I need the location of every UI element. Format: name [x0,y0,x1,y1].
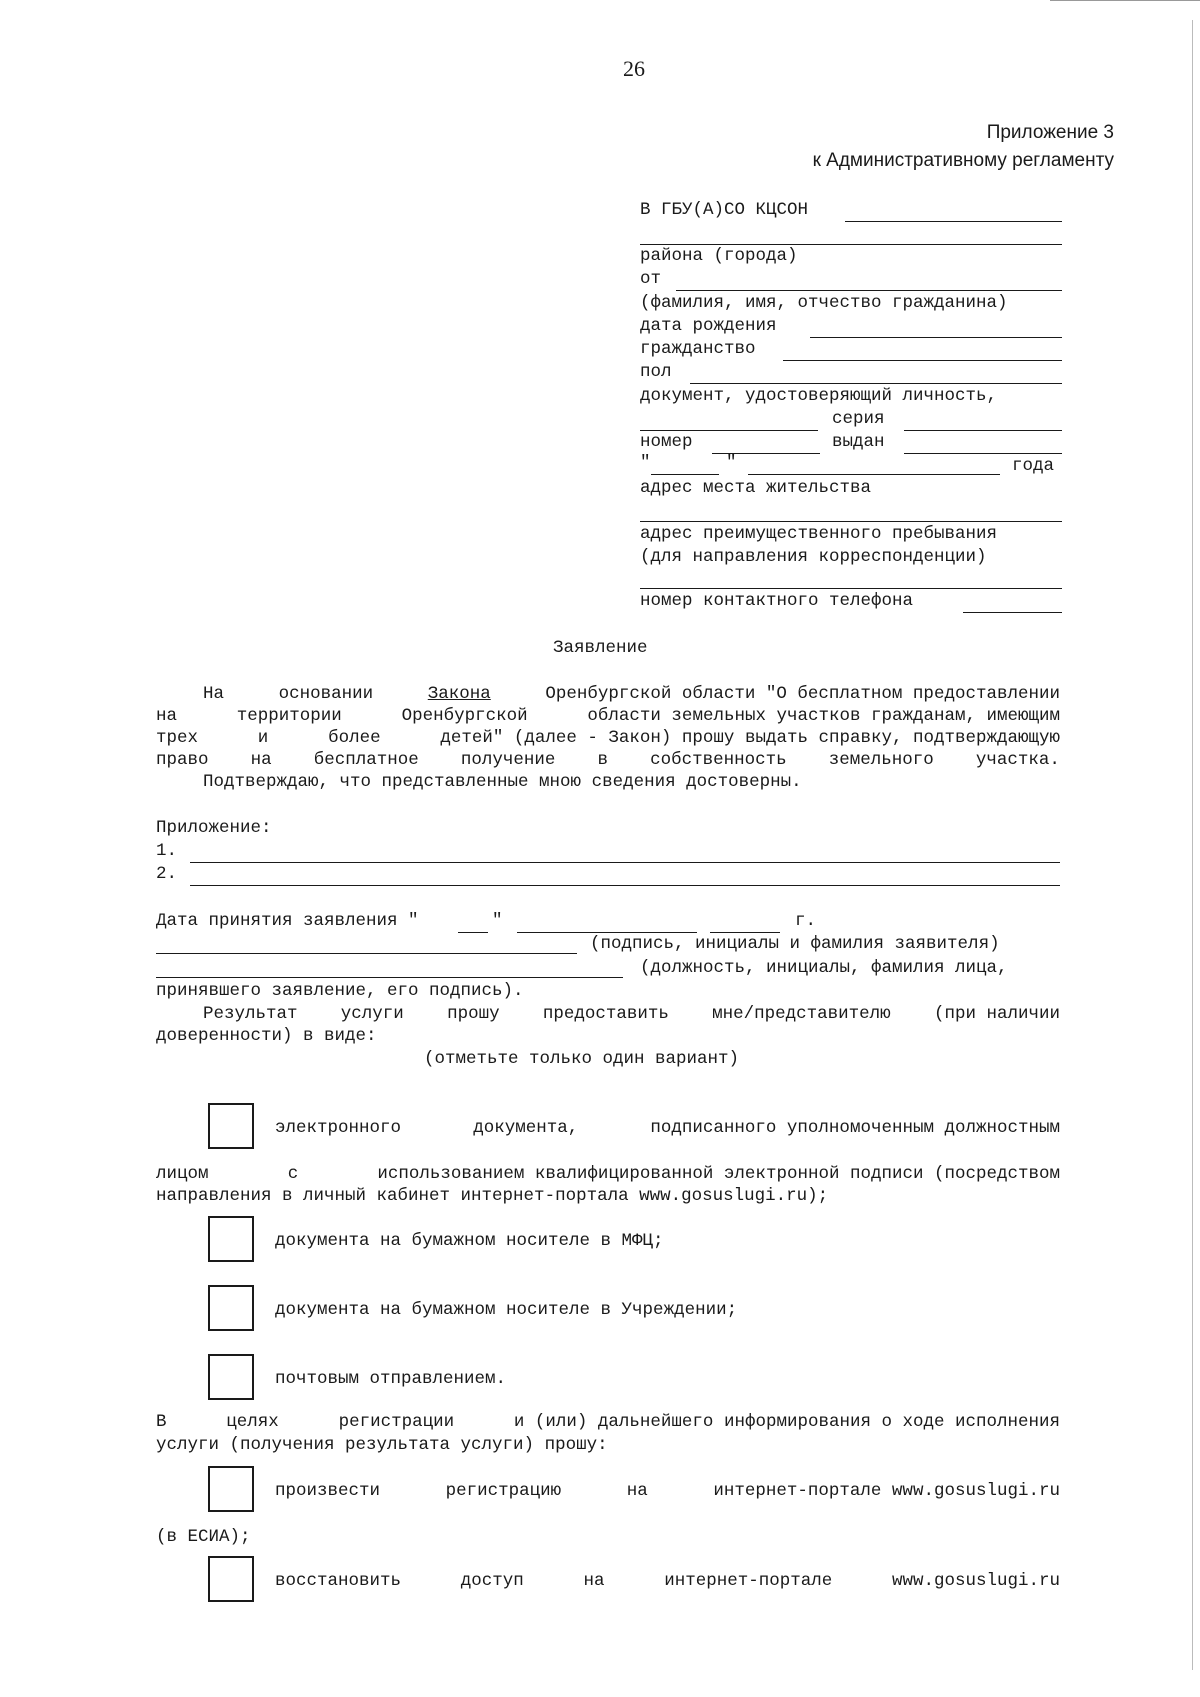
attachment-1-number: 1. [156,841,178,861]
applicant-name-line[interactable] [676,290,1062,291]
page-number: 26 [623,56,645,81]
birth-date-label: дата рождения [640,316,777,336]
citizenship-label: гражданство [640,339,756,359]
recipient-label: В ГБУ(А)СО КЦСОН [640,200,809,220]
stay-address-label: адрес преимущественного пребывания [640,524,998,544]
result-word: (при наличии [933,1004,1060,1024]
registration-word: восстановить [275,1571,402,1591]
issued-label: выдан [832,432,885,452]
applicant-signature-line[interactable] [156,953,577,954]
statement-word: участка. [975,750,1060,770]
registration-word: на [583,1571,605,1591]
statement-word: трех [156,728,199,748]
issue-day-line[interactable] [651,474,719,475]
statement-word: земельного [828,750,934,770]
registration-word: регистрации [338,1412,455,1432]
birth-date-line[interactable] [810,337,1062,338]
from-label: от [640,269,662,289]
series-line[interactable] [904,430,1062,431]
option-mfc-checkbox[interactable] [208,1216,254,1262]
option-register-label [275,1480,1060,1502]
issued-line[interactable] [904,453,1062,454]
issue-month-line[interactable] [748,474,1000,475]
statement-word: и [257,728,269,748]
issue-date-quote-open: " [640,453,651,473]
fio-caption: (фамилия, имя, отчество гражданина) [640,293,1008,313]
statement-line-3 [156,727,1060,749]
statement-line-4 [156,749,1060,771]
attachment-2-line[interactable] [190,885,1060,886]
registration-word: доступ [460,1571,524,1591]
id-document-label: документ, удостоверяющий личность, [640,386,998,406]
registration-word: www.gosuslugi.ru [891,1571,1060,1591]
option-institution-checkbox[interactable] [208,1285,254,1331]
acceptance-date-quote: " [492,911,503,931]
option-word: электронного [275,1118,402,1138]
option-word: подписанного уполномоченным должностным [650,1118,1060,1138]
sex-label: пол [640,362,672,382]
acceptance-day-line[interactable] [458,932,488,933]
statement-word: получение [460,750,556,770]
official-signature-caption-2: принявшего заявление, его подпись). [156,981,524,1001]
attachment-1-line[interactable] [190,862,1060,863]
statement-word: бесплатное [313,750,419,770]
result-word: предоставить [542,1004,669,1024]
option-institution-label: документа на бумажном носителе в Учреждении; [275,1300,738,1320]
statement-line-2 [156,705,1060,727]
registration-word: на [626,1481,648,1501]
statement-word: Оренбургской [401,706,528,726]
registration-request-line-2: услуги (получения результата услуги) прошу: [156,1435,608,1455]
recipient-line[interactable] [845,221,1062,222]
appendix-reference: к Административному регламенту [812,150,1114,171]
option-electronic-label-cont-2: направления в личный кабинет интернет-портала www.gosuslugi.ru); [156,1186,829,1206]
attachment-2-number: 2. [156,864,178,884]
result-word: Результат [203,1004,298,1024]
appendix-number: Приложение 3 [986,122,1114,143]
correspondence-caption: (для направления корреспонденции) [640,547,987,567]
statement-word: на [250,750,272,770]
statement-line-1 [156,683,1060,705]
registration-word: В [156,1412,167,1432]
option-word: использованием квалифицированной электронной подписи (посредством [377,1164,1060,1184]
option-electronic-label-cont [156,1163,1060,1185]
number-label: номер [640,432,693,452]
citizenship-line[interactable] [783,360,1062,361]
residence-address-label: адрес места жительства [640,478,872,498]
acceptance-date-label: Дата принятия заявления " [156,911,419,931]
scan-edge-right [1192,20,1193,1670]
statement-word: более [328,728,381,748]
confirmation-statement: Подтверждаю, что представленные мною сведения достоверны. [203,772,802,792]
series-label: серия [832,409,885,429]
statement-word: собственность [650,750,787,770]
stay-address-line[interactable] [640,588,1062,589]
acceptance-year-suffix: г. [795,911,817,931]
sex-line[interactable] [690,383,1062,384]
result-word: услуги [340,1004,404,1024]
statement-word: Оренбургской области "О бесплатном предоставлении [545,684,1060,704]
statement-word: области земельных участков гражданам, имеющим [587,706,1060,726]
applicant-signature-caption: (подпись, инициалы и фамилия заявителя) [590,934,1000,954]
registration-word: целях [226,1412,279,1432]
option-word: с [287,1164,299,1184]
result-request-line-2: доверенности) в виде: [156,1026,377,1046]
single-option-hint: (отметьте только один вариант) [424,1049,740,1069]
option-register-checkbox[interactable] [208,1466,254,1512]
phone-line[interactable] [963,612,1062,613]
statement-word: право [156,750,209,770]
law-link[interactable]: Закона [427,684,491,704]
option-electronic-checkbox[interactable] [208,1103,254,1149]
issue-date-quote-close: " [726,453,737,473]
registration-request-line-1 [156,1411,1060,1433]
statement-word: основании [278,684,374,704]
official-signature-line[interactable] [156,977,623,978]
statement-word: На [203,684,225,704]
registration-word: интернет-портале [664,1571,833,1591]
registration-word: и (или) дальнейшего информирования о ходе исполнения [513,1412,1060,1432]
district-label: района (города) [640,246,798,266]
document-title: Заявление [553,638,648,658]
statement-word: на [156,706,178,726]
option-register-label-cont: (в ЕСИА); [156,1527,251,1547]
result-request-line-1 [203,1003,1060,1025]
option-electronic-label [275,1117,1060,1139]
registration-word: регистрацию [445,1481,562,1501]
year-label: года [1012,456,1055,476]
registration-word: интернет-портале www.gosuslugi.ru [713,1481,1060,1501]
residence-address-line[interactable] [640,521,1062,522]
result-word: мне/представителю [712,1004,891,1024]
official-signature-caption: (должность, инициалы, фамилия лица, [640,958,1008,978]
option-word: документа, [473,1118,579,1138]
scan-edge-top [1050,0,1200,1]
statement-word: территории [236,706,342,726]
option-post-checkbox[interactable] [208,1354,254,1400]
option-restore-checkbox[interactable] [208,1556,254,1602]
option-restore-label [275,1570,1060,1592]
option-word: лицом [156,1164,209,1184]
statement-word: детей" (далее - Закон) прошу выдать справку, подтверждающую [440,728,1060,748]
statement-word: в [597,750,609,770]
result-word: прошу [447,1004,500,1024]
registration-word: произвести [275,1481,381,1501]
attachments-label: Приложение: [156,818,272,838]
option-post-label: почтовым отправлением. [275,1369,507,1389]
option-mfc-label: документа на бумажном носителе в МФЦ; [275,1231,664,1251]
phone-label: номер контактного телефона [640,591,914,611]
